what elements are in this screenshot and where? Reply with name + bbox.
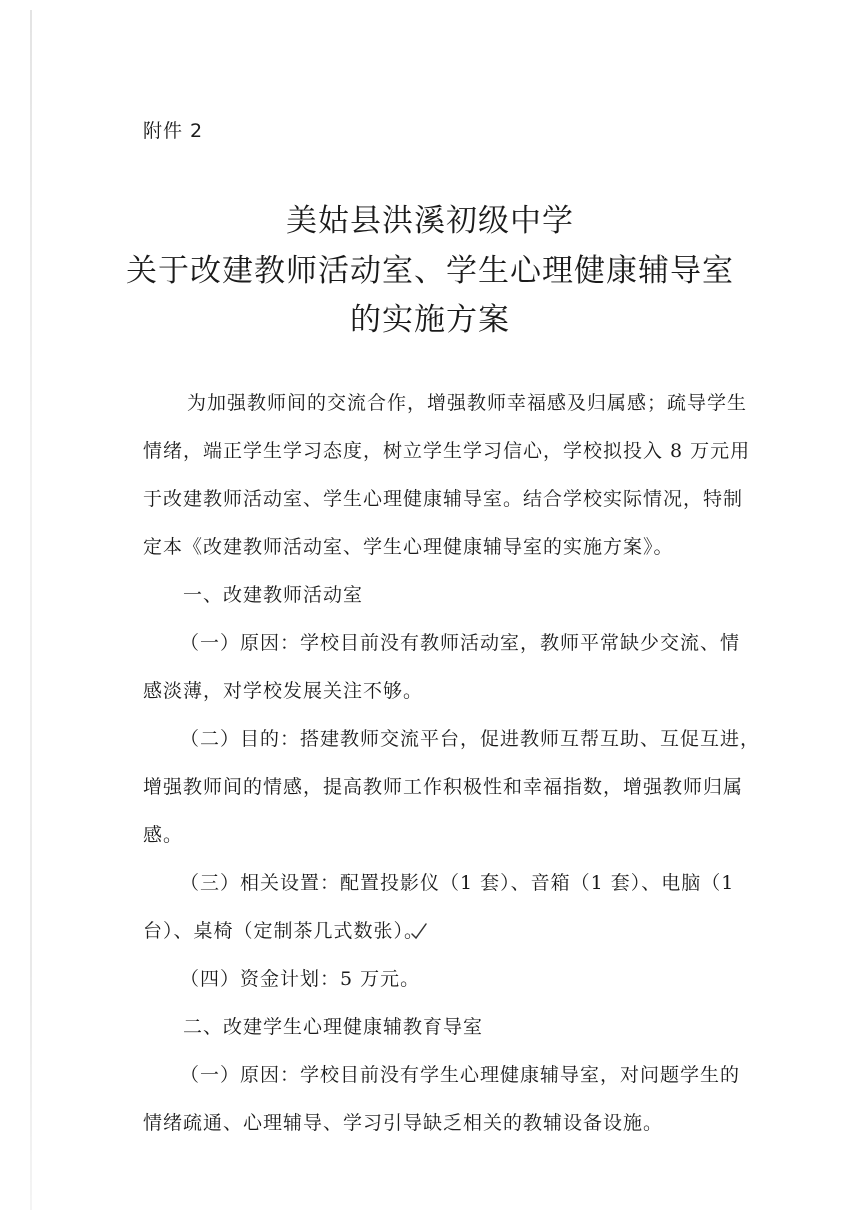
intro-line-2: 情绪，端正学生学习态度，树立学生学习信心，学校拟投入 8 万元用 — [143, 440, 751, 462]
section1-settings-line-1: （三）相关设置：配置投影仪（1 套）、音箱（1 套）、电脑（1 — [180, 872, 735, 894]
section1-heading: 一、改建教师活动室 — [183, 584, 364, 606]
section1-reason-line-1: （一）原因：学校目前没有教师活动室，教师平常缺少交流、情 — [180, 632, 741, 654]
section2-reason-line-1: （一）原因：学校目前没有学生心理健康辅导室，对问题学生的 — [180, 1064, 741, 1086]
document-title-line-2: 关于改建教师活动室、学生心理健康辅导室 — [126, 253, 734, 289]
section1-purpose-line-1: （二）目的：搭建教师交流平台，促进教师互帮互助、互促互进， — [180, 728, 761, 750]
section2-reason-line-2: 情绪疏通、心理辅导、学习引导缺乏相关的教辅设备设施。 — [143, 1112, 664, 1134]
document-title-line-1: 美姑县洪溪初级中学 — [286, 203, 574, 239]
intro-line-3: 于改建教师活动室、学生心理健康辅导室。结合学校实际情况，特制 — [143, 488, 744, 510]
section1-reason-line-2: 感淡薄，对学校发展关注不够。 — [143, 680, 424, 702]
section1-settings-line-2: 台）、桌椅（定制茶几式数张）。 — [143, 920, 425, 942]
annex-label: 附件 2 — [143, 120, 204, 142]
intro-line-4: 定本《改建教师活动室、学生心理健康辅导室的实施方案》。 — [143, 536, 674, 558]
section1-purpose-line-2: 增强教师间的情感，提高教师工作积极性和幸福指数，增强教师归属 — [143, 776, 744, 798]
section1-purpose-line-3: 感。 — [143, 824, 184, 846]
scan-edge-shadow — [30, 10, 32, 1210]
section1-funding-line: （四）资金计划：5 万元。 — [180, 968, 421, 990]
intro-line-1: 为加强教师间的交流合作，增强教师幸福感及归属感；疏导学生 — [187, 392, 748, 414]
handwritten-check-mark — [410, 922, 428, 940]
document-title-line-3: 的实施方案 — [350, 302, 510, 338]
section2-heading: 二、改建学生心理健康辅教育导室 — [183, 1016, 484, 1038]
